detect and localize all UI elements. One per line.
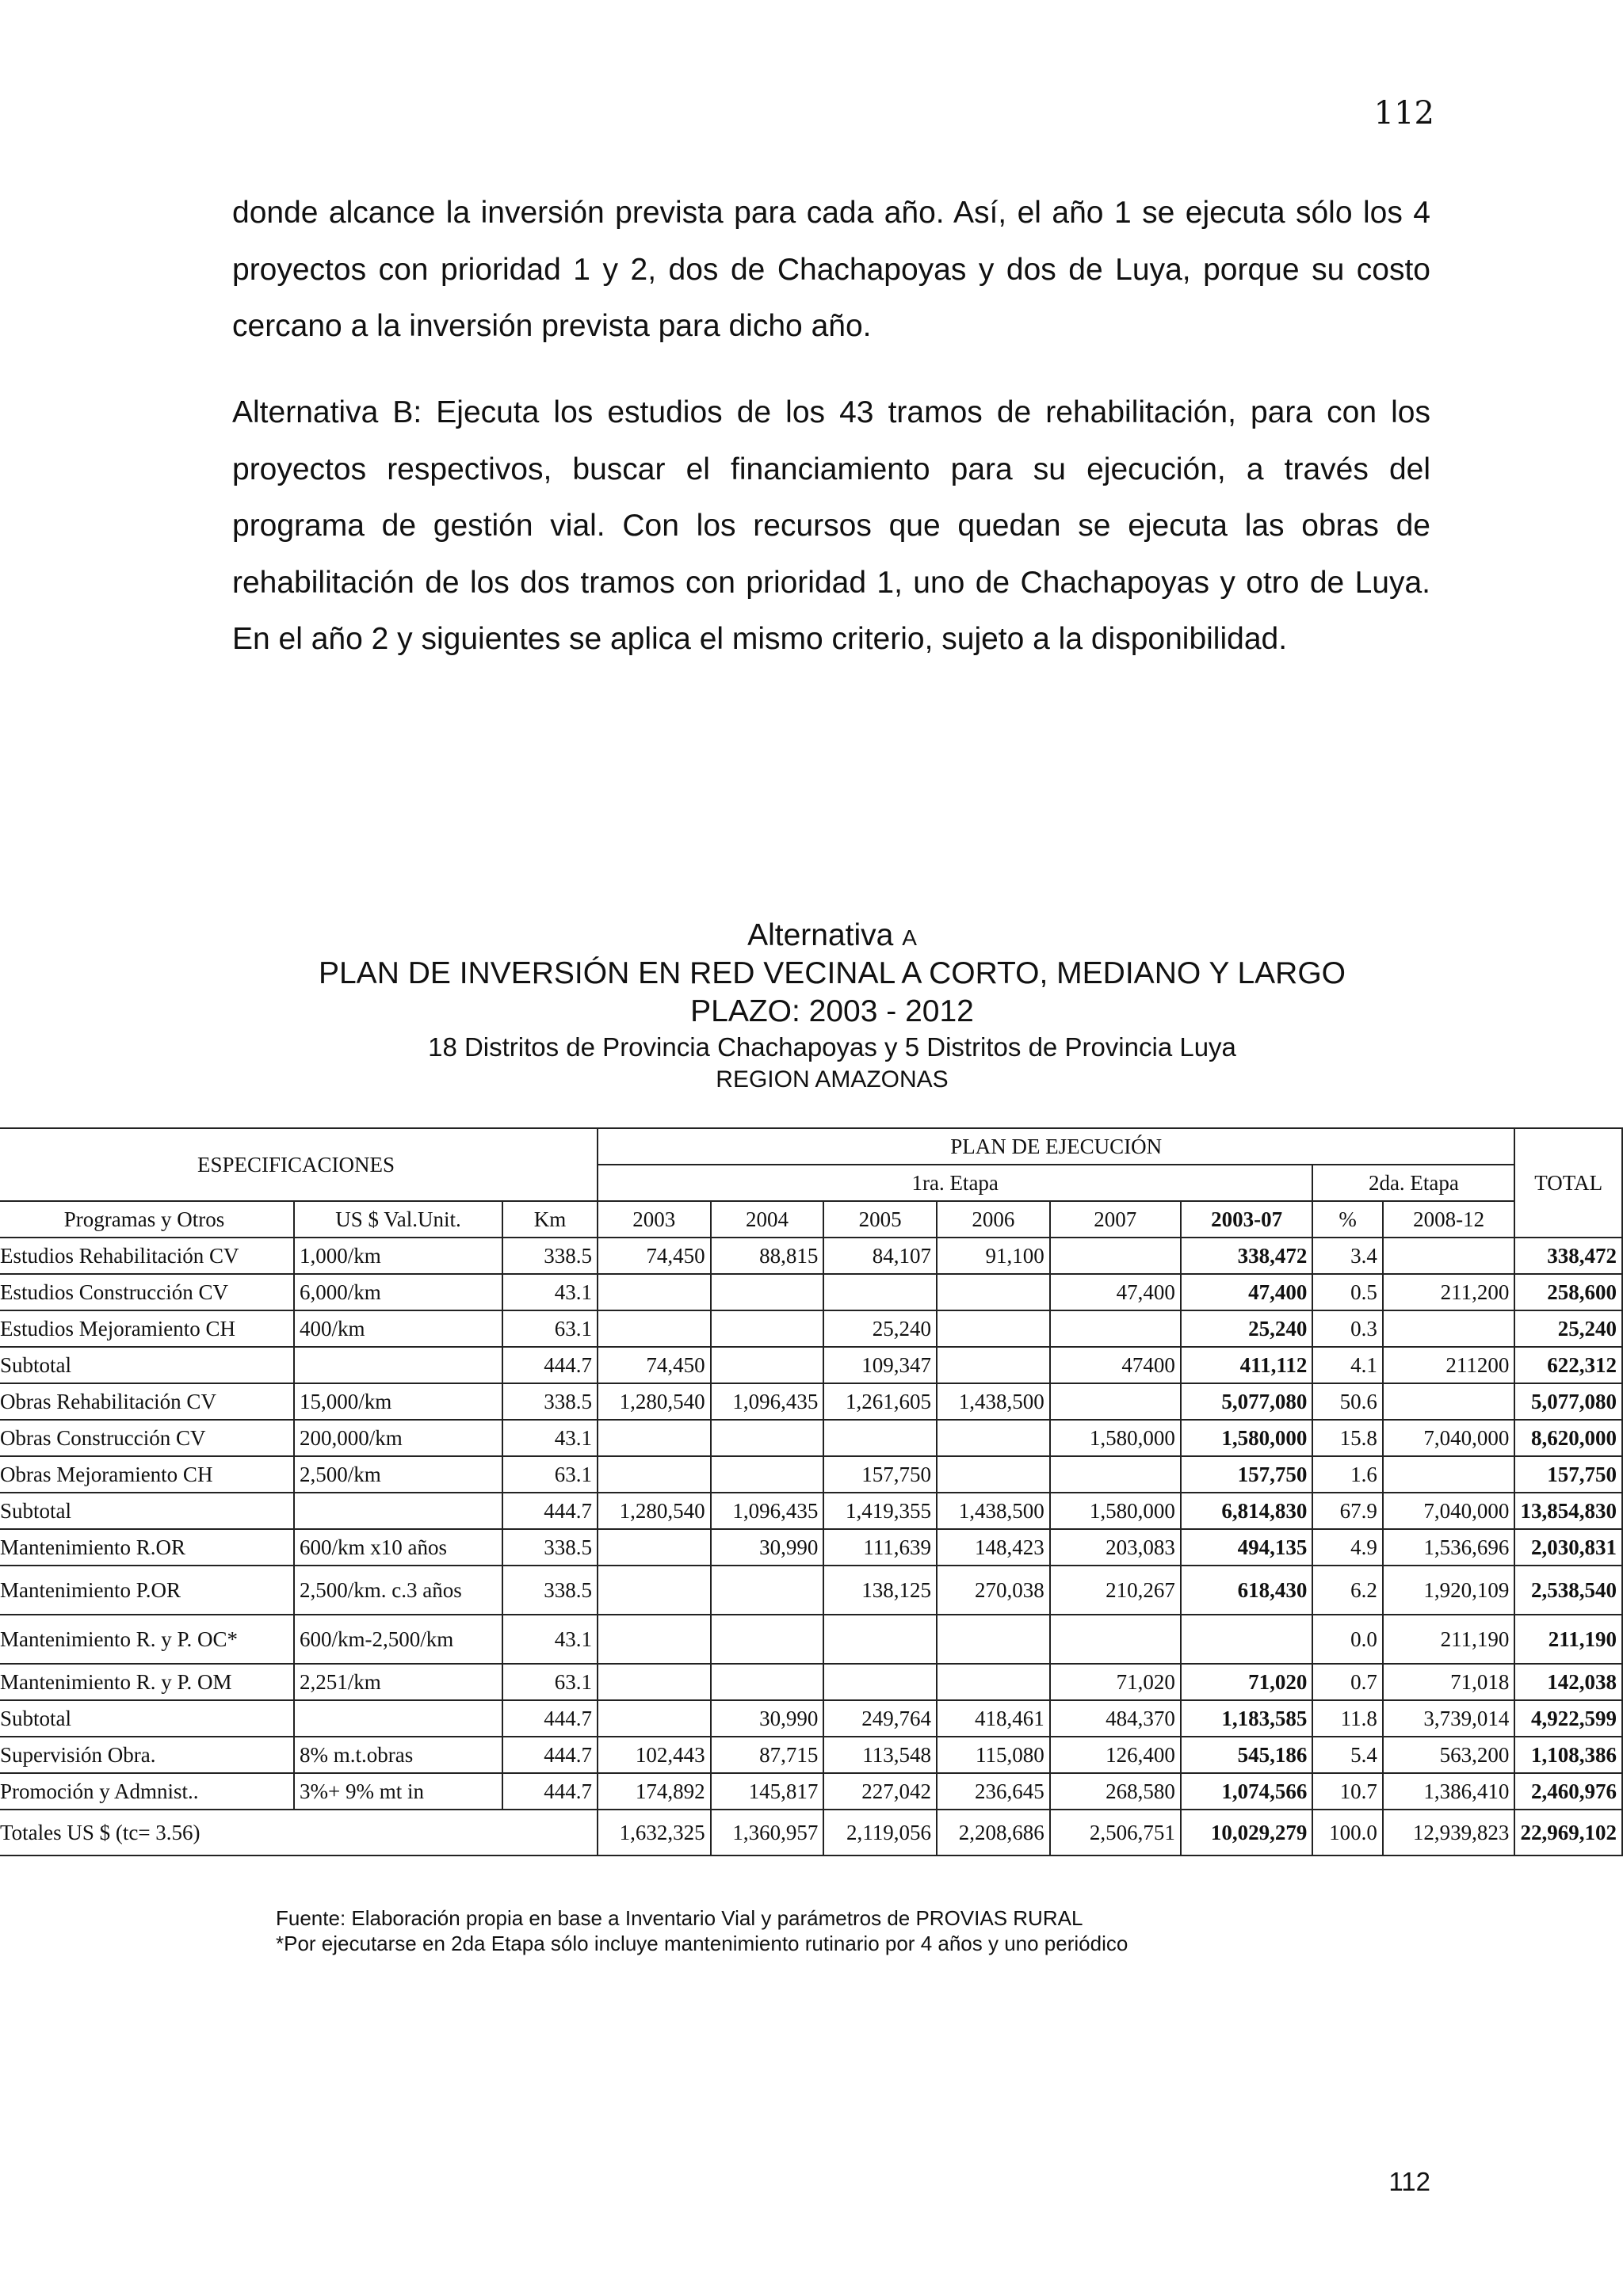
table-cell: 67.9 — [1312, 1493, 1382, 1529]
header-etapa2: 2da. Etapa — [1312, 1165, 1514, 1201]
totals-cell: 1,360,957 — [711, 1810, 824, 1855]
table-cell: 270,038 — [937, 1566, 1050, 1615]
table-cell: 15,000/km — [294, 1383, 502, 1420]
table-cell: 418,461 — [937, 1700, 1050, 1737]
table-subtitle: 18 Distritos de Provincia Chachapoyas y 5 Distritos de Provincia Luya — [428, 1032, 1236, 1062]
table-row — [0, 1383, 1622, 1420]
table-cell: 6,000/km — [294, 1274, 502, 1310]
table-cell: 0.5 — [1312, 1274, 1382, 1310]
table-cell: Mantenimiento P.OR — [0, 1566, 294, 1615]
table-cell: 109,347 — [823, 1347, 937, 1383]
paragraph-1: donde alcance la inversión prevista para cada año. Así, el año 1 se ejecuta sólo los 4 proyectos con prioridad 1 y 2, dos de Chachapoyas y dos de Luya, porque su costo cercano a la inversión prevista para dicho año. — [232, 196, 1430, 343]
table-cell — [1050, 1383, 1181, 1420]
totals-label: Totales US $ (tc= 3.56) — [0, 1810, 598, 1855]
table-cell: 30,990 — [711, 1529, 824, 1566]
table-cell: 1,438,500 — [937, 1493, 1050, 1529]
table-row — [0, 1493, 1622, 1529]
table-cell: 7,040,000 — [1383, 1420, 1515, 1456]
column-header: Km — [502, 1201, 598, 1238]
table-row — [0, 1310, 1622, 1347]
table-cell: Subtotal — [0, 1347, 294, 1383]
table-cell: 249,764 — [823, 1700, 937, 1737]
footnotes — [276, 1905, 1128, 1956]
totals-cell: 1,632,325 — [598, 1810, 711, 1855]
table-cell — [711, 1615, 824, 1664]
table-cell: 484,370 — [1050, 1700, 1181, 1737]
alt-letter: A — [902, 925, 917, 950]
table-cell: 84,107 — [823, 1238, 937, 1274]
table-region: REGION AMAZONAS — [716, 1066, 949, 1093]
column-header: Programas y Otros — [0, 1201, 294, 1238]
table-cell: 3%+ 9% mt in — [294, 1773, 502, 1810]
table-cell: 2,251/km — [294, 1664, 502, 1700]
table-cell: 126,400 — [1050, 1737, 1181, 1773]
table-cell: 174,892 — [598, 1773, 711, 1810]
table-cell: 47,400 — [1050, 1274, 1181, 1310]
table-cell: 0.3 — [1312, 1310, 1382, 1347]
table-cell: 211200 — [1383, 1347, 1515, 1383]
table-cell — [937, 1274, 1050, 1310]
table-cell: 600/km-2,500/km — [294, 1615, 502, 1664]
alt-word: Alternativa — [747, 918, 894, 952]
table-cell — [598, 1310, 711, 1347]
table-cell: 8% m.t.obras — [294, 1737, 502, 1773]
table-row — [0, 1529, 1622, 1566]
table-cell: Obras Construcción CV — [0, 1420, 294, 1456]
table-cell — [294, 1347, 502, 1383]
table-cell: 236,645 — [937, 1773, 1050, 1810]
table-cell: 494,135 — [1181, 1529, 1313, 1566]
page-number-top: 112 — [1373, 95, 1434, 132]
table-cell: 5,077,080 — [1181, 1383, 1313, 1420]
table-cell — [823, 1274, 937, 1310]
table-cell — [598, 1529, 711, 1566]
table-cell: 157,750 — [1181, 1456, 1313, 1493]
table-cell: 63.1 — [502, 1456, 598, 1493]
table-row — [0, 1773, 1622, 1810]
header-total: TOTAL — [1514, 1128, 1622, 1238]
table-cell: 8,620,000 — [1514, 1420, 1622, 1456]
table-cell: 1,386,410 — [1383, 1773, 1515, 1810]
table-cell: 338.5 — [502, 1566, 598, 1615]
table-cell: 111,639 — [823, 1529, 937, 1566]
table-cell — [1181, 1615, 1313, 1664]
table-cell: 13,854,830 — [1514, 1493, 1622, 1529]
column-header: 2003-07 — [1181, 1201, 1313, 1238]
table-cell: Estudios Construcción CV — [0, 1274, 294, 1310]
footnote-note: *Por ejecutarse en 2da Etapa sólo incluye mantenimiento rutinario por 4 años y uno periódico — [276, 1932, 1128, 1955]
table-cell: 338.5 — [502, 1238, 598, 1274]
table-cell: 148,423 — [937, 1529, 1050, 1566]
table-cell: 268,580 — [1050, 1773, 1181, 1810]
table-cell — [711, 1566, 824, 1615]
totals-cell: 22,969,102 — [1514, 1810, 1622, 1855]
table-cell: 227,042 — [823, 1773, 937, 1810]
table-cell: 211,200 — [1383, 1274, 1515, 1310]
table-cell: 88,815 — [711, 1238, 824, 1274]
table-cell — [1050, 1310, 1181, 1347]
table-cell — [711, 1420, 824, 1456]
investment-table-container — [0, 1127, 1623, 1884]
table-row — [0, 1615, 1622, 1664]
table-cell: 47400 — [1050, 1347, 1181, 1383]
table-cell: 258,600 — [1514, 1274, 1622, 1310]
table-title-line2: PLAZO: 2003 - 2012 — [690, 994, 974, 1028]
table-cell: 411,112 — [1181, 1347, 1313, 1383]
table-cell: 102,443 — [598, 1737, 711, 1773]
table-cell: 74,450 — [598, 1238, 711, 1274]
table-cell — [598, 1420, 711, 1456]
table-cell: 2,538,540 — [1514, 1566, 1622, 1615]
table-cell: 338.5 — [502, 1383, 598, 1420]
table-cell: 6,814,830 — [1181, 1493, 1313, 1529]
totals-cell: 12,939,823 — [1383, 1810, 1515, 1855]
table-cell: 1,108,386 — [1514, 1737, 1622, 1773]
table-cell — [823, 1615, 937, 1664]
table-row — [0, 1347, 1622, 1383]
table-cell: 338.5 — [502, 1529, 598, 1566]
table-cell — [711, 1310, 824, 1347]
table-cell: 1,580,000 — [1050, 1420, 1181, 1456]
table-cell: 338,472 — [1181, 1238, 1313, 1274]
footnote-source: Fuente: Elaboración propia en base a Inventario Vial y parámetros de PROVIAS RURAL — [276, 1906, 1083, 1930]
table-cell: 5,077,080 — [1514, 1383, 1622, 1420]
table-cell — [1383, 1456, 1515, 1493]
table-cell: 1,183,585 — [1181, 1700, 1313, 1737]
table-cell — [937, 1456, 1050, 1493]
table-cell: 157,750 — [1514, 1456, 1622, 1493]
table-cell: 50.6 — [1312, 1383, 1382, 1420]
table-cell: 113,548 — [823, 1737, 937, 1773]
totals-cell: 2,506,751 — [1050, 1810, 1181, 1855]
table-cell: 338,472 — [1514, 1238, 1622, 1274]
table-cell — [937, 1310, 1050, 1347]
table-cell: 600/km x10 años — [294, 1529, 502, 1566]
table-row — [0, 1737, 1622, 1773]
table-cell: Obras Rehabilitación CV — [0, 1383, 294, 1420]
table-cell: 145,817 — [711, 1773, 824, 1810]
totals-cell: 2,119,056 — [823, 1810, 937, 1855]
column-header: US $ Val.Unit. — [294, 1201, 502, 1238]
table-cell: 563,200 — [1383, 1737, 1515, 1773]
table-cell: 115,080 — [937, 1737, 1050, 1773]
table-cell: 0.7 — [1312, 1664, 1382, 1700]
table-cell: 1,280,540 — [598, 1493, 711, 1529]
table-cell: 1,438,500 — [937, 1383, 1050, 1420]
table-cell — [937, 1420, 1050, 1456]
investment-table — [0, 1127, 1623, 1856]
table-cell: 444.7 — [502, 1700, 598, 1737]
table-row — [0, 1238, 1622, 1274]
table-cell: 30,990 — [711, 1700, 824, 1737]
table-cell: 6.2 — [1312, 1566, 1382, 1615]
table-cell — [1383, 1383, 1515, 1420]
table-cell: 2,500/km — [294, 1456, 502, 1493]
table-cell: 1.6 — [1312, 1456, 1382, 1493]
header-etapa1: 1ra. Etapa — [598, 1165, 1312, 1201]
column-header: 2004 — [711, 1201, 824, 1238]
table-cell — [1383, 1238, 1515, 1274]
table-cell: 1,261,605 — [823, 1383, 937, 1420]
column-header: 2008-12 — [1383, 1201, 1515, 1238]
table-cell: 211,190 — [1383, 1615, 1515, 1664]
column-header: 2005 — [823, 1201, 937, 1238]
header-especificaciones: ESPECIFICACIONES — [0, 1128, 598, 1201]
table-cell: 203,083 — [1050, 1529, 1181, 1566]
table-cell: 1,096,435 — [711, 1383, 824, 1420]
table-cell — [1050, 1456, 1181, 1493]
table-cell: Supervisión Obra. — [0, 1737, 294, 1773]
table-cell — [1383, 1310, 1515, 1347]
table-cell — [1050, 1238, 1181, 1274]
table-cell: 25,240 — [823, 1310, 937, 1347]
table-cell: 622,312 — [1514, 1347, 1622, 1383]
table-cell: 1,580,000 — [1050, 1493, 1181, 1529]
table-cell: 444.7 — [502, 1347, 598, 1383]
table-cell: 10.7 — [1312, 1773, 1382, 1810]
totals-cell: 100.0 — [1312, 1810, 1382, 1855]
table-cell: 87,715 — [711, 1737, 824, 1773]
table-row — [0, 1274, 1622, 1310]
table-cell: 0.0 — [1312, 1615, 1382, 1664]
table-cell: 545,186 — [1181, 1737, 1313, 1773]
table-cell: 1,280,540 — [598, 1383, 711, 1420]
table-cell: 47,400 — [1181, 1274, 1313, 1310]
table-cell: 211,190 — [1514, 1615, 1622, 1664]
table-cell — [711, 1274, 824, 1310]
table-cell: 71,020 — [1050, 1664, 1181, 1700]
table-cell: 2,460,976 — [1514, 1773, 1622, 1810]
table-row — [0, 1420, 1622, 1456]
table-cell: 1,920,109 — [1383, 1566, 1515, 1615]
table-cell — [598, 1456, 711, 1493]
table-cell: Estudios Mejoramiento CH — [0, 1310, 294, 1347]
table-cell: 1,000/km — [294, 1238, 502, 1274]
table-cell: 157,750 — [823, 1456, 937, 1493]
table-cell: Mantenimiento R.OR — [0, 1529, 294, 1566]
table-cell — [937, 1615, 1050, 1664]
table-cell: 1,536,696 — [1383, 1529, 1515, 1566]
table-cell: Estudios Rehabilitación CV — [0, 1238, 294, 1274]
column-header: % — [1312, 1201, 1382, 1238]
table-cell: 138,125 — [823, 1566, 937, 1615]
table-cell: Mantenimiento R. y P. OM — [0, 1664, 294, 1700]
table-cell: 1,419,355 — [823, 1493, 937, 1529]
table-cell: 25,240 — [1181, 1310, 1313, 1347]
column-header-row — [0, 1201, 1622, 1238]
paragraph-2: Alternativa B: Ejecuta los estudios de los 43 tramos de rehabilitación, para con los proyectos respectivos, buscar el financiamiento para su ejecución, a través del programa de gestión vial. Con los recursos que quedan se ejecuta las obras de rehabilitación de los dos tramos con prioridad 1, uno de Chachapoyas y otro de Luya. En el año 2 y siguientes se aplica el mismo criterio, sujeto a la disponibilidad. — [232, 395, 1430, 656]
table-cell: 71,020 — [1181, 1664, 1313, 1700]
table-cell: 444.7 — [502, 1773, 598, 1810]
table-cell: 43.1 — [502, 1274, 598, 1310]
table-cell: 210,267 — [1050, 1566, 1181, 1615]
table-cell — [294, 1493, 502, 1529]
table-cell: 43.1 — [502, 1615, 598, 1664]
column-header: 2007 — [1050, 1201, 1181, 1238]
table-title-alternative — [158, 917, 1506, 956]
column-header: 2006 — [937, 1201, 1050, 1238]
table-cell: 7,040,000 — [1383, 1493, 1515, 1529]
table-cell — [598, 1566, 711, 1615]
table-cell: 25,240 — [1514, 1310, 1622, 1347]
table-cell — [598, 1615, 711, 1664]
table-cell: 91,100 — [937, 1238, 1050, 1274]
table-cell: 400/km — [294, 1310, 502, 1347]
table-cell — [598, 1664, 711, 1700]
table-cell: 3,739,014 — [1383, 1700, 1515, 1737]
table-cell: 63.1 — [502, 1310, 598, 1347]
table-cell: 43.1 — [502, 1420, 598, 1456]
table-cell: 74,450 — [598, 1347, 711, 1383]
table-cell — [711, 1456, 824, 1493]
table-body — [0, 1238, 1622, 1855]
table-cell: Mantenimiento R. y P. OC* — [0, 1615, 294, 1664]
table-cell: 71,018 — [1383, 1664, 1515, 1700]
table-cell: 618,430 — [1181, 1566, 1313, 1615]
table-cell: 63.1 — [502, 1664, 598, 1700]
page-number-bottom: 112 — [1388, 2167, 1430, 2196]
table-cell — [711, 1347, 824, 1383]
table-cell: 444.7 — [502, 1737, 598, 1773]
table-cell: 1,580,000 — [1181, 1420, 1313, 1456]
table-cell: Subtotal — [0, 1493, 294, 1529]
table-cell: 3.4 — [1312, 1238, 1382, 1274]
totals-row — [0, 1810, 1622, 1855]
table-cell: 2,500/km. c.3 años — [294, 1566, 502, 1615]
table-cell: 4,922,599 — [1514, 1700, 1622, 1737]
table-row — [0, 1664, 1622, 1700]
table-cell: 4.9 — [1312, 1529, 1382, 1566]
table-cell — [294, 1700, 502, 1737]
table-row — [0, 1700, 1622, 1737]
table-cell: Promoción y Admnist.. — [0, 1773, 294, 1810]
table-cell — [937, 1664, 1050, 1700]
table-cell: 5.4 — [1312, 1737, 1382, 1773]
table-cell: 2,030,831 — [1514, 1529, 1622, 1566]
table-cell: 200,000/km — [294, 1420, 502, 1456]
table-cell — [598, 1700, 711, 1737]
table-cell — [937, 1347, 1050, 1383]
table-cell: 142,038 — [1514, 1664, 1622, 1700]
table-cell — [823, 1664, 937, 1700]
totals-cell: 10,029,279 — [1181, 1810, 1313, 1855]
table-cell: 1,096,435 — [711, 1493, 824, 1529]
table-cell: Subtotal — [0, 1700, 294, 1737]
table-cell: 444.7 — [502, 1493, 598, 1529]
table-row — [0, 1456, 1622, 1493]
table-cell — [823, 1420, 937, 1456]
table-cell: 4.1 — [1312, 1347, 1382, 1383]
table-row — [0, 1566, 1622, 1615]
table-cell: 1,074,566 — [1181, 1773, 1313, 1810]
totals-cell: 2,208,686 — [937, 1810, 1050, 1855]
table-cell: Obras Mejoramiento CH — [0, 1456, 294, 1493]
table-cell — [598, 1274, 711, 1310]
table-cell: 15.8 — [1312, 1420, 1382, 1456]
header-plan: PLAN DE EJECUCIÓN — [598, 1128, 1514, 1165]
table-cell: 11.8 — [1312, 1700, 1382, 1737]
table-cell — [1050, 1615, 1181, 1664]
table-cell — [711, 1664, 824, 1700]
column-header: 2003 — [598, 1201, 711, 1238]
table-title-line1: PLAN DE INVERSIÓN EN RED VECINAL A CORTO, MEDIANO Y LARGO — [318, 956, 1346, 990]
